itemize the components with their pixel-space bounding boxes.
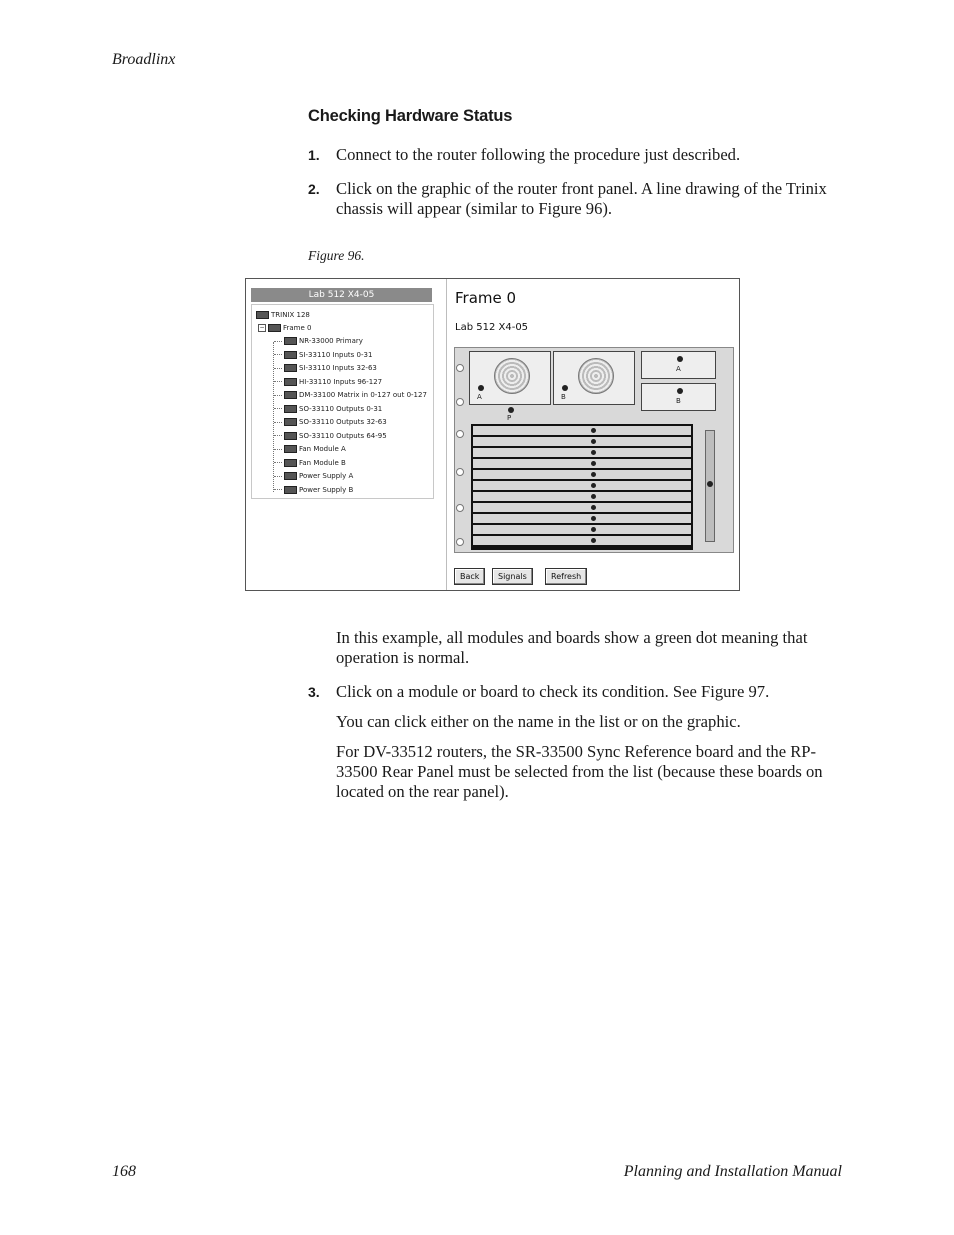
router-icon [256,311,269,319]
board-slot[interactable] [473,459,691,470]
fan-module-a[interactable] [469,351,551,405]
frame-icon [268,324,281,332]
tree-node-label: SI-33110 Inputs 0-31 [299,350,373,359]
matrix-board-edge[interactable] [705,430,715,542]
board-slot[interactable] [473,492,691,503]
step-number: 1. [308,147,320,163]
fan-icon [578,358,614,394]
ps-label-a: A [676,365,681,373]
paragraph-status-normal: In this example, all modules and boards show a green dot meaning that operation is normal. [336,628,808,667]
fan-module-b[interactable] [553,351,635,405]
tree-branch [274,341,282,342]
board-slot[interactable] [473,448,691,459]
ps-label-b: B [676,397,681,405]
figure-96-link[interactable]: Figure 96 [538,199,603,218]
tree-branch [274,422,282,423]
status-dot [591,505,596,510]
rack-ear [456,364,464,372]
board-slot[interactable] [473,426,691,437]
board-slot[interactable] [473,470,691,481]
step-1 [308,145,848,165]
tree-node-item[interactable] [274,418,387,427]
fan-icon [494,358,530,394]
status-dot [707,481,713,487]
back-button[interactable]: Back [454,568,485,585]
tree-branch [274,462,282,463]
tree-node-label: DM-33100 Matrix in 0-127 out 0-127 [299,391,427,399]
tree-panel [246,279,447,590]
running-head: Broadlinx [112,51,176,68]
card-cage [471,424,693,550]
tree-branch [274,449,282,450]
tree-node-label: Fan Module B [299,458,346,467]
board-icon [284,337,297,345]
tree-branch [274,368,282,369]
step-text-after: ). [602,199,613,218]
board-icon [284,418,297,426]
status-dot [591,538,596,543]
status-dot [591,472,596,477]
tree-node-item[interactable] [274,351,372,360]
tree-node-label: Power Supply B [299,485,354,494]
step-text [336,179,848,219]
page-number: 168 [112,1163,136,1180]
section-heading: Checking Hardware Status [308,107,513,125]
board-icon [284,351,297,359]
fan-label-a: A [477,393,482,401]
fan-icon [284,459,297,467]
footer-title: Planning and Installation Manual [623,1163,842,1180]
board-icon [284,364,297,372]
step-3 [308,682,848,702]
p-label: P [507,414,512,422]
step-number: 3. [308,684,320,700]
frame-subtitle: Lab 512 X4-05 [455,322,529,333]
fan-icon [284,445,297,453]
figure-caption: Figure 96. [308,248,365,263]
power-supply-a[interactable] [641,351,716,379]
status-dot [562,385,568,391]
status-dot [591,483,596,488]
step-text-after: . [765,682,770,701]
board-slot[interactable] [473,525,691,536]
tree-title: Lab 512 X4-05 [251,288,432,302]
signals-button[interactable]: Signals [492,568,533,585]
tree-node-item[interactable] [274,472,353,481]
paragraph-click-either: You can click either on the name in the list or on the graphic. [336,712,741,731]
status-dot [591,527,596,532]
board-slot[interactable] [473,437,691,448]
tree-node-label: TRINIX 128 [271,311,310,319]
board-slot[interactable] [473,514,691,525]
frame-title: Frame 0 [455,289,517,307]
board-slot[interactable] [473,481,691,492]
refresh-button[interactable]: Refresh [545,568,587,585]
rack-ear [456,468,464,476]
tree-branch [274,381,282,382]
board-icon [284,378,297,386]
tree-node-item[interactable] [274,364,377,373]
step-text [336,682,848,702]
tree-node-label: SO-33110 Outputs 0-31 [299,404,383,413]
tree-node-item[interactable] [274,486,353,495]
tree-node-label: Frame 0 [283,324,312,332]
power-supply-icon [284,486,297,494]
step-text-before: Click on a module or board to check its condition. See [336,682,701,701]
frame-panel [447,279,739,590]
tree-node-label: SO-33110 Outputs 64-95 [299,431,387,440]
status-dot [677,388,683,394]
tree-node-item[interactable] [274,459,346,468]
tree-view [251,304,434,499]
tree-branch [274,408,282,409]
step-text-before: Click on the graphic of the router front panel. A line drawing of the Trinix chassis will appear (similar to [336,179,827,218]
tree-branch [274,435,282,436]
power-supply-b[interactable] [641,383,716,411]
status-dot [591,439,596,444]
board-icon [284,432,297,440]
figure-97-link[interactable]: Figure 97 [700,682,766,701]
rack-ear [456,504,464,512]
status-dot [591,494,596,499]
board-icon [284,391,297,399]
status-dot [478,385,484,391]
collapse-icon[interactable]: − [259,324,265,331]
status-dot [508,407,514,413]
tree-node-item[interactable] [274,378,382,387]
status-dot [591,428,596,433]
tree-node-root[interactable] [256,311,310,320]
tree-node-item[interactable] [274,432,387,441]
tree-node-item[interactable] [274,445,346,454]
power-supply-icon [284,472,297,480]
status-dot [677,356,683,362]
paragraph-dv-note: For DV-33512 routers, the SR-33500 Sync Reference board and the RP-33500 Rear Panel must be selected from the list (because these boards on located on the rear panel). [336,742,823,801]
board-icon [284,405,297,413]
status-dot [591,516,596,521]
step-number: 2. [308,181,320,197]
board-slot[interactable] [473,503,691,514]
tree-node-item[interactable] [274,391,427,400]
step-text: Connect to the router following the procedure just described. [336,145,741,164]
hardware-status-screenshot [245,278,740,591]
router-chassis-graphic[interactable] [454,347,734,553]
step-2 [308,179,848,219]
tree-node-item[interactable] [274,337,363,346]
tree-branch [274,354,282,355]
rack-ear [456,538,464,546]
status-dot [591,461,596,466]
tree-node-label: SI-33110 Inputs 32-63 [299,364,377,372]
tree-node-label: SO-33110 Outputs 32-63 [299,418,387,426]
rack-ear [456,430,464,438]
tree-branch [274,395,282,396]
status-dot [591,450,596,455]
tree-node-item[interactable] [274,405,382,414]
board-slot[interactable] [473,536,691,547]
tree-node-label: HI-33110 Inputs 96-127 [299,377,383,386]
tree-node-label: Power Supply A [299,472,354,480]
tree-branch [274,489,282,490]
tree-node-label: NR-33000 Primary [299,337,363,345]
fan-label-b: B [561,393,566,401]
rack-ear [456,398,464,406]
tree-node-frame[interactable] [258,324,312,333]
tree-branch [274,476,282,477]
tree-node-label: Fan Module A [299,445,346,453]
